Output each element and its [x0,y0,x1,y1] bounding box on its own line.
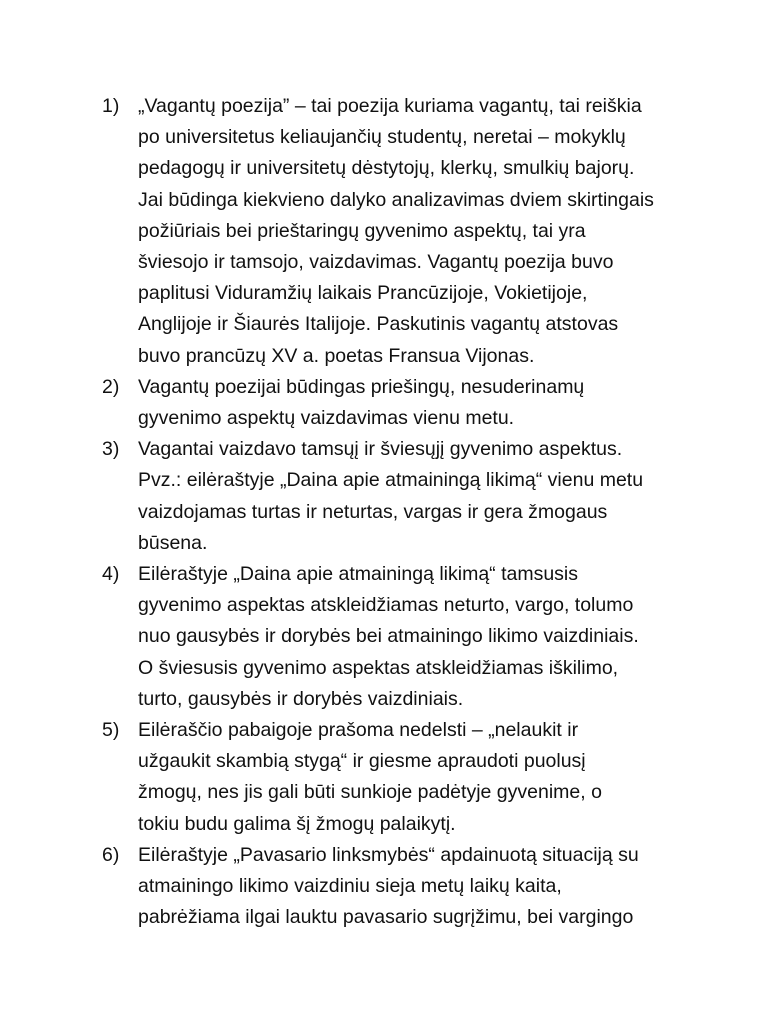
text-line: Vagantai vaizdavo tamsųį ir šviesųjį gyvenimo aspektus. [138,438,623,461]
text-line: buvo prancūzų XV a. poetas Fransua Vijonas. [138,344,535,367]
list-item-text [138,559,702,715]
text-line: Eilėraštyje „Pavasario linksmybės“ apdainuotą situaciją su [138,843,639,866]
text-line: O šviesusis gyvenimo aspektas atskleidžiamas iškilimo, [138,656,619,679]
list-item-number: 2) [102,375,120,398]
list-item-number: 1) [102,95,120,117]
list-item [102,372,702,434]
text-line: gyvenimo aspektų vaizdavimas vienu metu. [138,407,515,430]
list-item-number: 4) [102,563,120,586]
text-line: šviesojo ir tamsojo, vaizdavimas. Vagantų poezija buvo [138,251,614,274]
text-line: atmainingo likimo vaizdiniu sieja metų laikų kaita, [138,875,562,898]
text-line: Anglijoje ir Šiaurės Italijoje. Paskutinis vagantų atstovas [138,313,619,336]
list-item [102,434,702,559]
text-line: Eilėraščio pabaigoje prašoma nedelsti – „nelaukit ir [138,719,579,742]
text-line: pedagogų ir universitetų dėstytojų, klerkų, smulkių bajorų. [138,157,635,180]
text-line: Pvz.: eilėraštyje „Daina apie atmainingą likimą“ vienu metu [138,469,644,492]
text-line: tokiu budu galima šį žmogų palaikytį. [138,812,456,835]
list-item-text [138,372,702,434]
text-line: žmogų, nes jis gali būti sunkioje padėtyje gyvenime, o [138,781,602,804]
list-item-number: 3) [102,438,120,461]
text-line: požiūriais bei prieštaringų gyvenimo aspektų, tai yra [138,219,586,242]
text-line: nuo gausybės ir dorybės bei atmainingo likimo vaizdiniais. [138,625,639,648]
text-line: gyvenimo aspektas atskleidžiamas neturto, vargo, tolumo [138,594,634,617]
text-line: Vagantų poezijai būdingas priešingų, nesuderinamų [138,375,585,398]
text-line: užgaukit skambią stygą“ ir giesme apraudoti puolusį [138,750,586,773]
text-line: Eilėraštyje „Daina apie atmainingą likimą“ tamsusis [138,563,579,586]
list-item-text [138,91,702,372]
list-item [102,715,702,840]
text-line: „Vagantų poezija” – tai poezija kuriama vagantų, tai reiškia [138,95,642,117]
list-item-number: 5) [102,719,120,742]
list-item [102,91,702,372]
text-line: paplitusi Viduramžių laikais Prancūzijoje, Vokietijoje, [138,282,588,305]
text-line: turto, gausybės ir dorybės vaizdiniais. [138,687,464,710]
list-item-text [138,840,702,934]
text-line: po universitetus keliaujančių studentų, neretai – mokyklų [138,126,626,149]
text-line: Jai būdinga kiekvieno dalyko analizavimas dviem skirtingais [138,188,654,211]
list-item [102,559,702,715]
text-line: pabrėžiama ilgai lauktu pavasario sugrįžimu, bei vargingo [138,906,634,929]
list-item-number: 6) [102,843,120,866]
text-line: būsena. [138,531,208,554]
list-item [102,840,702,934]
numbered-list [102,91,702,933]
list-item-text [138,434,702,559]
text-line: vaizdojamas turtas ir neturtas, vargas ir gera žmogaus [138,500,608,523]
list-item-text [138,715,702,840]
